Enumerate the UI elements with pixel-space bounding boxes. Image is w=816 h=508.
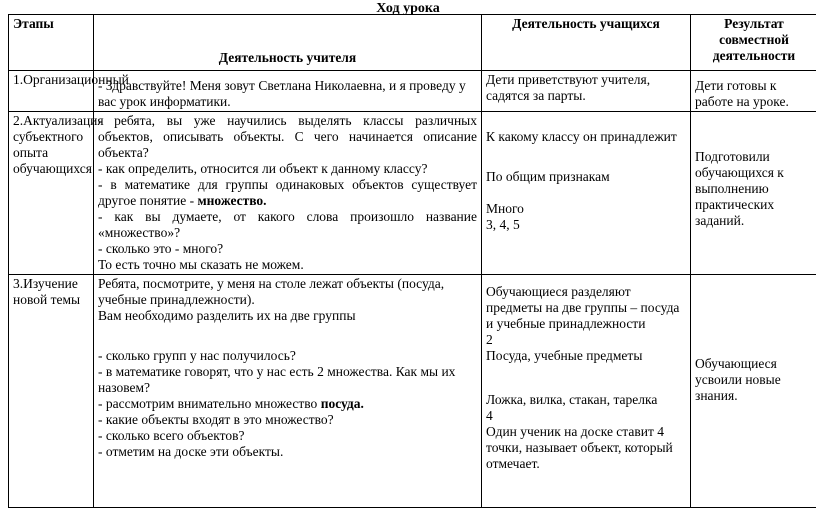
students-line: 3, 4, 5 <box>486 217 686 233</box>
table-row <box>9 71 816 112</box>
students-cell <box>482 275 691 508</box>
students-cell <box>482 112 691 275</box>
table-row <box>9 112 816 275</box>
teacher-text: - Здравствуйте! Меня зовут Светлана Николаевна, и я проведу у вас урок информатики. <box>98 72 477 110</box>
students-cell <box>482 71 691 112</box>
teacher-cell <box>94 71 482 112</box>
teacher-line: Вам необходимо разделить их на две группы <box>98 308 477 324</box>
stage-cell: 2.Актуализация субъектного опыта обучающихся <box>9 112 94 275</box>
students-line: Посуда, учебные предметы <box>486 348 686 364</box>
teacher-line: - сколько это - много? <box>98 241 477 257</box>
students-line: К какому классу он принадлежит <box>486 113 686 145</box>
result-text: Дети готовы к работе на уроке. <box>695 72 813 110</box>
stage-cell: 3.Изучение новой темы <box>9 275 94 508</box>
students-text: Дети приветствуют учителя, садятся за парты. <box>486 72 686 104</box>
students-line: 2 <box>486 332 686 348</box>
teacher-term: множество. <box>197 193 266 208</box>
header-students: Деятельность учащихся <box>482 15 691 71</box>
teacher-line <box>98 396 477 412</box>
result-text: Подготовили обучающихся к выполнению практических заданий. <box>695 113 813 229</box>
page-title: Ход урока <box>0 0 816 18</box>
teacher-line-text: - в математике для группы одинаковых объектов существует другое понятие - <box>98 177 477 208</box>
lesson-table <box>8 14 816 508</box>
teacher-cell <box>94 275 482 508</box>
teacher-line: - сколько всего объектов? <box>98 428 477 444</box>
result-text: Обучающиеся усвоили новые знания. <box>695 276 813 404</box>
teacher-line <box>98 177 477 209</box>
students-line: 4 <box>486 408 686 424</box>
header-stage: Этапы <box>9 15 94 71</box>
students-line: Обучающиеся разделяют предметы на две группы – посуда и учебные принадлежности <box>486 276 686 332</box>
teacher-line: - как определить, относится ли объект к данному классу? <box>98 161 477 177</box>
result-cell <box>691 71 816 112</box>
result-cell <box>691 112 816 275</box>
teacher-line: - в математике говорят, что у нас есть 2 множества. Как мы их назовем? <box>98 364 477 396</box>
teacher-cell <box>94 112 482 275</box>
result-cell <box>691 275 816 508</box>
teacher-line: - отметим на доске эти объекты. <box>98 444 477 460</box>
students-line: По общим признакам <box>486 145 686 185</box>
header-teacher: Деятельность учителя <box>94 15 482 71</box>
teacher-line: - как вы думаете, от какого слова произошло название «множество»? <box>98 209 477 241</box>
students-line: Много <box>486 185 686 217</box>
teacher-term: посуда. <box>321 396 364 411</box>
students-line: Один ученик на доске ставит 4 точки, называет объект, который отмечает. <box>486 424 686 472</box>
table-row <box>9 275 816 508</box>
teacher-line: Ребята, посмотрите, у меня на столе лежат объекты (посуда, учебные принадлежности). <box>98 276 477 308</box>
students-line: Ложка, вилка, стакан, тарелка <box>486 364 686 408</box>
teacher-line: - ребята, вы уже научились выделять классы различных объектов, описывать объекты. С чего начинается описание объекта? <box>98 113 477 161</box>
teacher-line: То есть точно мы сказать не можем. <box>98 257 477 273</box>
teacher-line: - сколько групп у нас получилось? <box>98 324 477 364</box>
teacher-line: - какие объекты входят в это множество? <box>98 412 477 428</box>
table-header-row <box>9 15 816 71</box>
header-result: Результат совместной деятельности <box>691 15 816 71</box>
teacher-line-text: - рассмотрим внимательно множество <box>98 396 321 411</box>
stage-cell: 1.Организационный <box>9 71 94 112</box>
